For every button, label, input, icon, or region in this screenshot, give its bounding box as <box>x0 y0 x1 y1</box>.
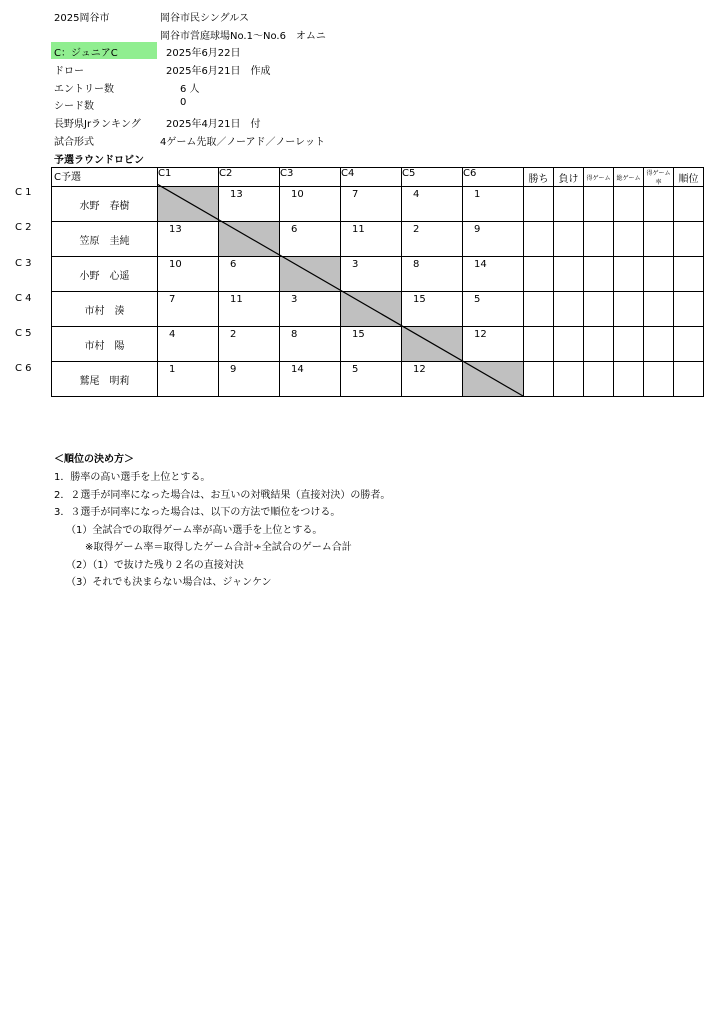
info-label-ranking: 長野県Jrランキング <box>54 119 141 130</box>
rule-line: 1．勝率の高い選手を上位とする。 <box>54 472 211 483</box>
player-name: 鷲尾 明莉 <box>52 362 158 397</box>
score-cell: 9 <box>463 222 524 257</box>
col-header-rank: 順位 <box>674 168 704 187</box>
stat-cell <box>674 292 704 327</box>
score-cell: 1 <box>158 362 219 397</box>
score-cell: 6 <box>219 257 280 292</box>
stat-cell <box>674 362 704 397</box>
rule-line: 2．２選手が同率になった場合は、お互いの対戦結果（直接対決）の勝者。 <box>54 490 391 501</box>
score-cell: 15 <box>402 292 463 327</box>
stat-cell <box>674 222 704 257</box>
stat-cell <box>554 187 584 222</box>
info-label-draw: ドロー <box>54 66 84 77</box>
score-cell: 13 <box>219 187 280 222</box>
score-cell: 1 <box>463 187 524 222</box>
score-cell: 11 <box>341 222 402 257</box>
info-label-entries: エントリー数 <box>54 84 114 95</box>
score-cell: 4 <box>158 327 219 362</box>
stat-cell <box>614 257 644 292</box>
rule-line: 3．３選手が同率になった場合は、以下の方法で順位をつける。 <box>54 507 341 518</box>
row-label-c6: C 6 <box>15 363 32 374</box>
info-label-format: 試合形式 <box>54 137 94 148</box>
col-header-game-rate: 得ゲーム率 <box>644 168 674 187</box>
stat-cell <box>614 222 644 257</box>
stat-cell <box>674 187 704 222</box>
info-value-date: 2025年6月22日 <box>166 48 241 59</box>
col-header-c2: C2 <box>219 168 280 187</box>
rules-title: ＜順位の決め方＞ <box>54 454 134 465</box>
score-cell: 4 <box>402 187 463 222</box>
score-cell: 5 <box>341 362 402 397</box>
score-cell: 8 <box>280 327 341 362</box>
stat-cell <box>554 257 584 292</box>
player-name: 笠原 圭純 <box>52 222 158 257</box>
col-header-games-won: 得ゲーム <box>584 168 614 187</box>
stat-cell <box>554 327 584 362</box>
stat-cell <box>524 362 554 397</box>
info-value-seeds: 0 <box>180 97 187 108</box>
stat-cell <box>644 327 674 362</box>
stat-cell <box>584 327 614 362</box>
stat-cell <box>674 327 704 362</box>
stat-cell <box>524 292 554 327</box>
player-name: 小野 心遥 <box>52 257 158 292</box>
stat-cell <box>524 327 554 362</box>
stat-cell <box>554 362 584 397</box>
info-label-category: C：ジュニアC <box>54 48 118 59</box>
stat-cell <box>644 292 674 327</box>
col-header-losses: 負け <box>554 168 584 187</box>
stat-cell <box>644 362 674 397</box>
row-label-c2: C 2 <box>15 222 32 233</box>
col-header-c6: C6 <box>463 168 524 187</box>
stat-cell <box>524 187 554 222</box>
col-header-c5: C5 <box>402 168 463 187</box>
player-name: 市村 湊 <box>52 292 158 327</box>
score-cell: 3 <box>280 292 341 327</box>
stat-cell <box>614 327 644 362</box>
score-cell: 10 <box>158 257 219 292</box>
stat-cell <box>584 222 614 257</box>
info-value-entries: 6 人 <box>180 84 200 95</box>
score-cell: 8 <box>402 257 463 292</box>
score-cell: 5 <box>463 292 524 327</box>
row-label-c4: C 4 <box>15 293 32 304</box>
score-cell: 2 <box>402 222 463 257</box>
stat-cell <box>644 222 674 257</box>
stat-cell <box>524 257 554 292</box>
info-value-ranking: 2025年4月21日 付 <box>166 119 261 130</box>
venue: 岡谷市営庭球場No.1～No.6 オムニ <box>160 31 326 42</box>
col-header-c3: C3 <box>280 168 341 187</box>
player-name: 市村 陽 <box>52 327 158 362</box>
row-label-c1: C 1 <box>15 187 32 198</box>
col-header-c1: C1 <box>158 168 219 187</box>
stat-cell <box>614 362 644 397</box>
row-label-c5: C 5 <box>15 328 32 339</box>
score-cell: 15 <box>341 327 402 362</box>
info-value-format: 4ゲーム先取／ノーアド／ノーレット <box>160 137 325 148</box>
stat-cell <box>614 292 644 327</box>
score-cell: 9 <box>219 362 280 397</box>
section-title: 予選ラウンドロビン <box>54 155 144 166</box>
score-cell: 7 <box>341 187 402 222</box>
info-value-draw: 2025年6月21日 作成 <box>166 66 271 77</box>
stat-cell <box>584 187 614 222</box>
stat-cell <box>644 187 674 222</box>
rule-line: （2）（1）で抜けた残り２名の直接対決 <box>66 560 244 571</box>
year-city: 2025岡谷市 <box>54 13 110 24</box>
score-cell: 14 <box>463 257 524 292</box>
score-cell: 2 <box>219 327 280 362</box>
col-header-total-games: 総ゲーム <box>614 168 644 187</box>
stat-cell <box>524 222 554 257</box>
info-label-seeds: シード数 <box>54 101 94 112</box>
score-cell: 12 <box>463 327 524 362</box>
score-cell: 11 <box>219 292 280 327</box>
row-label-c3: C 3 <box>15 258 32 269</box>
stat-cell <box>584 362 614 397</box>
player-name: 水野 春樹 <box>52 187 158 222</box>
rule-line: （3）それでも決まらない場合は、ジャンケン <box>66 577 272 588</box>
score-cell: 12 <box>402 362 463 397</box>
tournament-name: 岡谷市民シングルス <box>160 13 249 24</box>
stat-cell <box>674 257 704 292</box>
stat-cell <box>614 187 644 222</box>
score-cell: 6 <box>280 222 341 257</box>
rule-line: ※取得ゲーム率＝取得したゲーム合計÷全試合のゲーム合計 <box>85 542 352 553</box>
rule-line: （1）全試合での取得ゲーム率が高い選手を上位とする。 <box>66 525 323 536</box>
stat-cell <box>584 292 614 327</box>
diagonal-line <box>157 184 525 398</box>
score-cell: 13 <box>158 222 219 257</box>
col-header-c4: C4 <box>341 168 402 187</box>
stat-cell <box>554 292 584 327</box>
col-header-wins: 勝ち <box>524 168 554 187</box>
score-cell: 14 <box>280 362 341 397</box>
score-cell: 10 <box>280 187 341 222</box>
stat-cell <box>554 222 584 257</box>
score-cell: 3 <box>341 257 402 292</box>
stat-cell <box>584 257 614 292</box>
table-corner: C予選 <box>52 168 158 187</box>
score-cell: 7 <box>158 292 219 327</box>
stat-cell <box>644 257 674 292</box>
